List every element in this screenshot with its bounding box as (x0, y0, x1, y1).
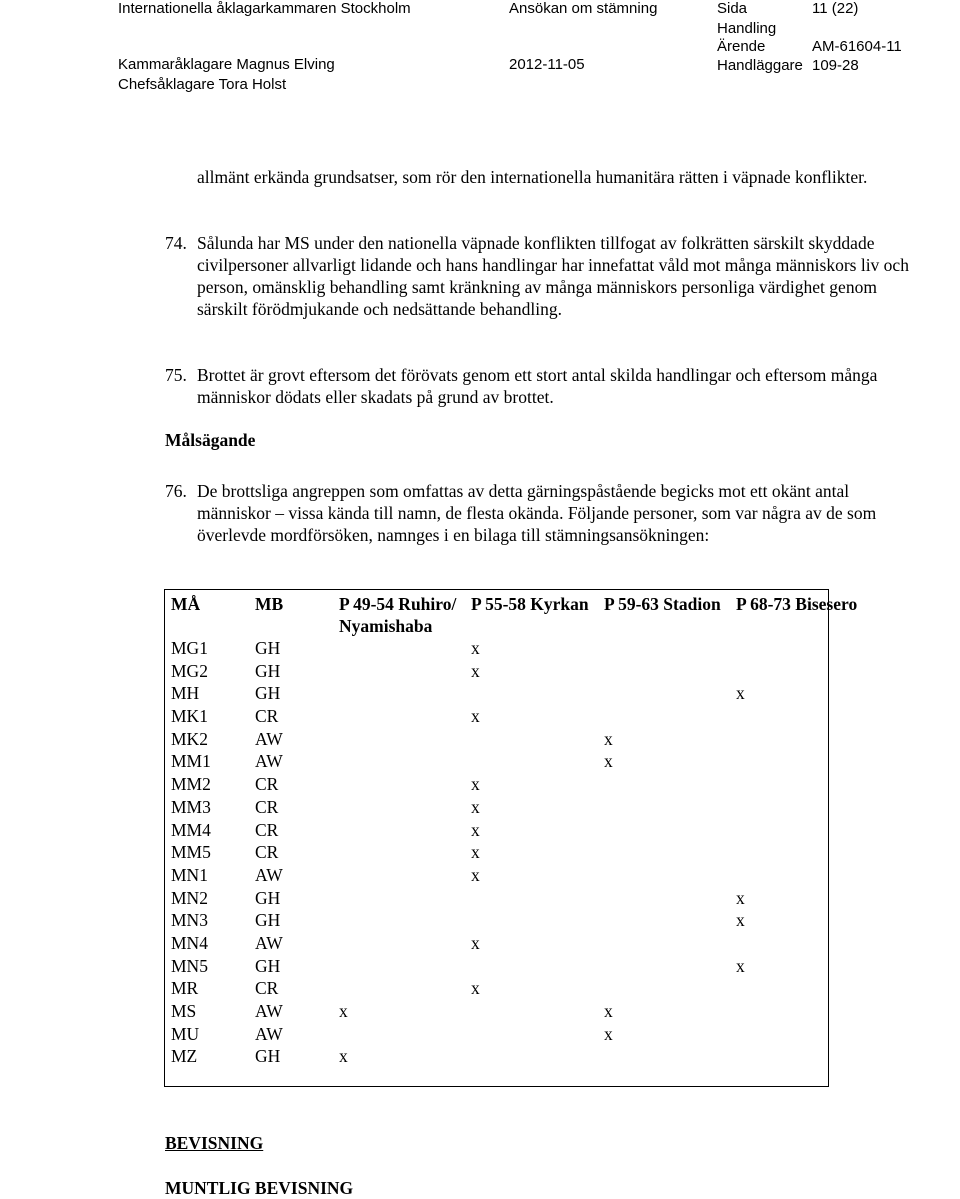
header-arende-label: Ärende (717, 38, 766, 55)
header-handlaggare-value: 109-28 (812, 57, 859, 74)
paragraph-74: Sålunda har MS under den nationella väpnade konflikten tillfogat av folkrätten särskilt skyddade civilpersoner allvarligt lidande och hans handlingar har innefattat våld mot många människors liv och person, omänsklig behandling samt kränkning av många människors personliga värdighet genom särskilt förödmjukande och nedsättande behandling. (197, 233, 909, 319)
table-cell: x (604, 728, 613, 749)
table-cell: CR (255, 842, 279, 863)
table-cell: MK1 (171, 706, 208, 727)
table-row (164, 909, 861, 932)
section-heading-malsagande: Målsägande (165, 430, 256, 450)
table-cell (464, 887, 597, 910)
table-cell (597, 932, 729, 955)
table-cell: MU (171, 1023, 200, 1044)
table-cell (332, 955, 464, 978)
table-cell: CR (255, 796, 279, 817)
col-header-ma: MÅ (171, 594, 201, 614)
header-handlaggare-label: Handläggare (717, 57, 803, 74)
table-cell: CR (255, 774, 279, 795)
table-cell: MM1 (171, 751, 211, 772)
table-cell: MN5 (171, 955, 208, 976)
table-row (164, 1000, 861, 1023)
paragraph-74-number: 74. (165, 233, 187, 253)
col-header-p49-54: P 49-54 Ruhiro/ Nyamishaba (339, 594, 457, 636)
header-date: 2012-11-05 (509, 56, 585, 73)
table-cell: MG1 (171, 638, 208, 658)
col-header-mb: MB (255, 594, 284, 614)
table-cell (729, 864, 861, 887)
table-cell: x (736, 955, 745, 976)
paragraph-75-number: 75. (165, 365, 187, 385)
table-row (164, 773, 861, 796)
table-cell (597, 841, 729, 864)
table-cell: GH (255, 1046, 281, 1067)
heading-bevisning: BEVISNING (165, 1133, 264, 1153)
table-cell: x (471, 660, 480, 681)
table-cell (729, 1045, 861, 1068)
table-cell: MR (171, 978, 199, 999)
header-sida-label: Sida (717, 0, 748, 17)
table-cell: AW (255, 864, 283, 885)
table-cell (597, 864, 729, 887)
heading-muntlig-bevisning: MUNTLIG BEVISNING (165, 1178, 354, 1198)
table-row (164, 682, 861, 705)
paragraph-76-number: 76. (165, 481, 187, 501)
table-row (164, 977, 861, 1000)
table-cell: x (471, 796, 480, 817)
table-cell: MZ (171, 1046, 198, 1067)
table-cell (597, 660, 729, 683)
table-row (164, 750, 861, 773)
table-cell: GH (255, 683, 281, 704)
table-cell (332, 637, 464, 660)
table-cell (464, 728, 597, 751)
table-cell: AW (255, 728, 283, 749)
table-cell (464, 1000, 597, 1023)
table-row (164, 864, 861, 887)
table-row (164, 887, 861, 910)
table-cell: MS (171, 1001, 197, 1021)
table-cell: MN4 (171, 932, 208, 953)
table-cell: AW (255, 751, 283, 772)
table-cell (729, 705, 861, 728)
table-cell: CR (255, 978, 279, 999)
table-row (164, 1023, 861, 1046)
table-cell (729, 660, 861, 683)
header-prosecutor1: Kammaråklagare Magnus Elving (118, 56, 335, 73)
table-cell: GH (255, 638, 281, 658)
table-cell: MH (171, 683, 200, 704)
table-cell (332, 660, 464, 683)
table-cell (332, 773, 464, 796)
table-cell: AW (255, 1023, 283, 1044)
table-row (164, 728, 861, 751)
table-cell (332, 796, 464, 819)
header-arende-value: AM-61604-11 (812, 38, 902, 55)
header-handling-label: Handling (717, 20, 777, 37)
table-row (164, 819, 861, 842)
table-cell (597, 637, 729, 660)
table-cell: MN3 (171, 910, 208, 931)
table-cell (729, 1000, 861, 1023)
table-row (164, 955, 861, 978)
table-cell: x (604, 751, 613, 772)
header-doc-type: Ansökan om stämning (509, 0, 658, 17)
table-cell (332, 728, 464, 751)
table-cell (464, 682, 597, 705)
table-cell: x (339, 1001, 348, 1021)
table-cell (597, 682, 729, 705)
table-header-row (164, 590, 861, 637)
table-cell: CR (255, 819, 279, 840)
table-cell: x (339, 1046, 348, 1067)
table-row (164, 932, 861, 955)
table-row (164, 660, 861, 683)
header-prosecutor2: Chefsåklagare Tora Holst (118, 76, 287, 93)
header-sida-value: 11 (22) (812, 0, 859, 17)
table-cell: x (736, 910, 745, 931)
table-cell: x (471, 864, 480, 885)
table-cell: x (471, 638, 480, 658)
table-cell (597, 796, 729, 819)
table-cell (332, 977, 464, 1000)
table-cell (597, 705, 729, 728)
table-cell: x (604, 1001, 613, 1021)
table-cell (332, 1023, 464, 1046)
table-cell (332, 705, 464, 728)
table-cell: GH (255, 660, 281, 681)
table-cell (464, 1045, 597, 1068)
table-cell: MM2 (171, 774, 211, 795)
table-cell (597, 955, 729, 978)
table-cell (729, 796, 861, 819)
header-org: Internationella åklagarkammaren Stockholm (118, 0, 411, 17)
table-cell: x (471, 819, 480, 840)
table-row (164, 841, 861, 864)
col-header-p55-58: P 55-58 Kyrkan (471, 594, 589, 614)
table-cell (729, 750, 861, 773)
table-cell (332, 682, 464, 705)
intro-paragraph: allmänt erkända grundsatser, som rör den internationella humanitära rätten i väpnade konflikter. (197, 167, 868, 187)
table-cell (597, 887, 729, 910)
table-row (164, 796, 861, 819)
table-cell: MM3 (171, 796, 211, 817)
table-cell (597, 909, 729, 932)
table-cell: MG2 (171, 660, 208, 681)
table-cell: x (604, 1023, 613, 1044)
table-cell: MN1 (171, 864, 208, 885)
table-cell (729, 977, 861, 1000)
table-cell (729, 728, 861, 751)
table-cell (729, 819, 861, 842)
table-cell (332, 750, 464, 773)
table-cell: x (736, 683, 745, 704)
table-cell: GH (255, 910, 281, 931)
table-cell (464, 909, 597, 932)
table-cell (332, 932, 464, 955)
table-cell: x (471, 706, 480, 727)
table-cell (729, 932, 861, 955)
table-cell: GH (255, 955, 281, 976)
table-cell (729, 841, 861, 864)
table-cell (464, 1023, 597, 1046)
table-cell: x (736, 887, 745, 908)
table-cell (729, 1023, 861, 1046)
table-cell: GH (255, 887, 281, 908)
table-cell (332, 864, 464, 887)
table-cell: CR (255, 706, 279, 727)
col-header-p68-73: P 68-73 Bisesero (736, 594, 858, 614)
table-cell (597, 977, 729, 1000)
table-cell (597, 819, 729, 842)
table-row (164, 705, 861, 728)
table-cell (597, 773, 729, 796)
table-cell: x (471, 978, 480, 999)
malsagande-table (164, 590, 861, 1068)
paragraph-76: De brottsliga angreppen som omfattas av detta gärningspåstående begicks mot ett okänt antal människor – vissa kända till namn, de flesta okända. Följande personer, som var några av de som överlevde mordförsöken, namnges i en bilaga till stämningsansökningen: (197, 481, 877, 545)
table-cell (464, 750, 597, 773)
paragraph-75: Brottet är grovt eftersom det förövats genom ett stort antal skilda handlingar och eftersom många människor dödats eller skadats på grund av brottet. (197, 365, 878, 407)
table-row (164, 1045, 861, 1068)
table-cell: AW (255, 932, 283, 953)
table-cell: MM4 (171, 819, 211, 840)
table-row (164, 637, 861, 660)
table-cell (332, 909, 464, 932)
table-cell: MK2 (171, 728, 208, 749)
table-cell (729, 637, 861, 660)
table-cell (729, 773, 861, 796)
table-cell: x (471, 774, 480, 795)
table-border-bottom (164, 1086, 829, 1087)
table-cell (332, 887, 464, 910)
table-cell (464, 955, 597, 978)
table-cell: x (471, 932, 480, 953)
table-cell (597, 1045, 729, 1068)
table-cell (332, 841, 464, 864)
table-cell: x (471, 842, 480, 863)
table-cell: MM5 (171, 842, 211, 863)
col-header-p59-63: P 59-63 Stadion (604, 594, 721, 614)
table-cell (332, 819, 464, 842)
table-cell: AW (255, 1001, 283, 1021)
table-cell: MN2 (171, 887, 208, 908)
